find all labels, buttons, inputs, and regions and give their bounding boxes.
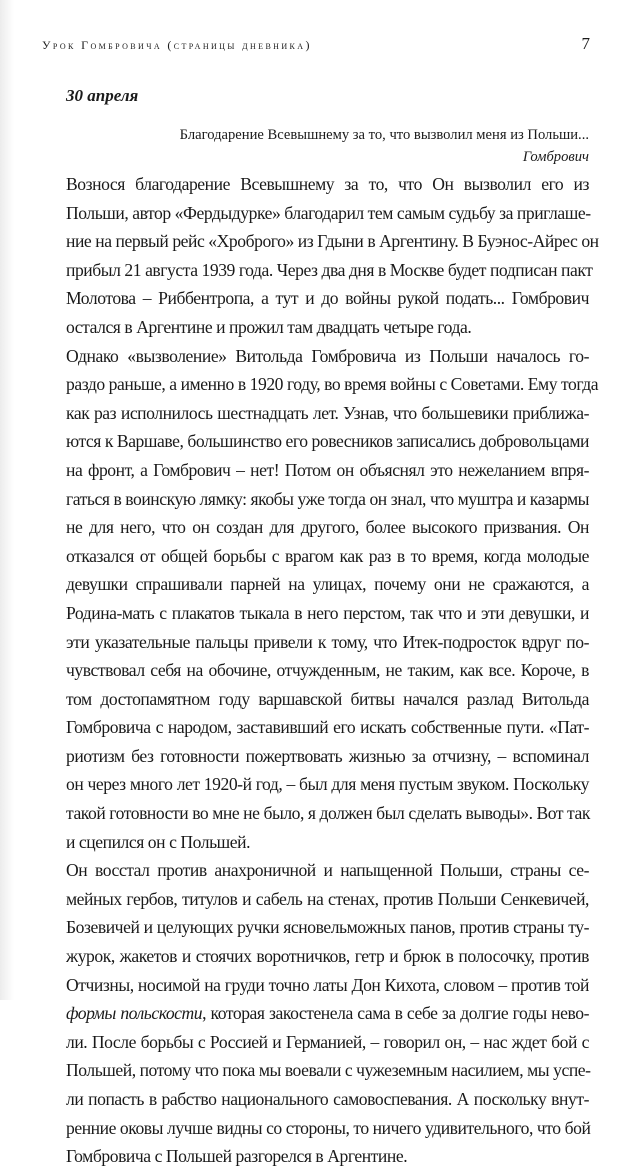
text-line: остался в Аргентине и прожил там двадцать четыре года. — [66, 316, 472, 337]
emphasis-text: формы польскости — [66, 1003, 203, 1024]
text-line: ли. После борьбы с Россией и Германией, – говорил он, – нас ждет бой с — [66, 1031, 589, 1052]
running-header — [42, 34, 590, 56]
text-line: ются к Варшаве, большинство его ровесников записались добровольцами — [66, 431, 590, 452]
text-line: Польшей, потому что пока мы воевали с чужеземным насилием, мы успе- — [66, 1060, 591, 1081]
epigraph-author: Гомбрович — [522, 149, 589, 165]
text-line: Молотова – Риббентропа, а тут и до войны рукой подать... Гомбрович — [66, 288, 589, 309]
text-line: Польши, автор «Фердыдурке» благодарил тем самым судьбу за приглаше- — [66, 202, 591, 223]
text-line: как раз исполнилось шестнадцать лет. Узнав, что большевики приближа- — [66, 402, 589, 423]
text-line: на фронт, а Гомбрович – нет! Потом он объяснял это нежеланием впря- — [66, 459, 589, 480]
text-line: Он восстал против анахроничной и напыщенной Польши, страны се- — [66, 860, 589, 881]
text-line: ренние оковы лучше видны со стороны, то ничего удивительного, что бой — [66, 1117, 591, 1138]
paragraph-2 — [42, 342, 599, 857]
paragraph-1 — [42, 170, 599, 342]
text-line: раздо раньше, а именно в 1920 году, во время войны с Советами. Ему тогда — [66, 374, 599, 395]
text-line: ние на первый рейс «Хроброго» из Гдыни в Аргентину. В Буэнос-Айрес он — [66, 231, 599, 252]
page-number: 7 — [581, 34, 590, 53]
text-line: Однако «вызволение» Витольда Гомбровича из Польши началось го- — [66, 345, 589, 366]
text-line: не для него, что он создан для другого, более высокого призвания. Он — [66, 517, 589, 538]
text-line: такой готовности во мне не было, я должен был сделать выводы». Вот так — [66, 803, 590, 824]
epigraph — [42, 124, 589, 168]
text-line: гаться в воинскую лямку: якобы уже тогда он знал, что муштра и казармы — [66, 488, 589, 509]
text-line: он через много лет 1920-й год, – был для меня пустым звуком. Поскольку — [66, 774, 589, 795]
text-line: Отчизны, носимой на груди точно латы Дон Кихота, словом – против той — [66, 974, 589, 995]
text-fragment: , которая закостенела сама в себе за долгие годы нево- — [202, 1003, 589, 1024]
text-line: журок, жакетов и стоячих воротничков, гетр и брюк в полосочку, против — [66, 946, 589, 967]
epigraph-quote: Благодарение Всевышнему за то, что вызволил меня из Польши... — [179, 127, 589, 143]
text-line-with-emphasis — [42, 999, 589, 1028]
text-line: ли попасть в рабство национального самовоспевания. А поскольку внут- — [66, 1089, 589, 1109]
text-line: Гомбровича с Польшей разгорелся в Аргентине. — [66, 1146, 408, 1167]
page-edge-shadow — [0, 0, 14, 1000]
text-line: риотизм без готовности пожертвовать жизнью за отчизну, – вспоминал — [66, 745, 589, 766]
running-header-title: Урок Гомбровича (страницы дневника) — [42, 38, 312, 52]
text-line: Вознося благодарение Всевышнему за то, что Он вызволил его из — [66, 174, 589, 194]
text-line: Гомбровича с народом, заставивший его искать собственные пути. «Пат- — [66, 717, 589, 738]
paragraph-3 — [42, 856, 589, 1171]
text-line: чувствовал себя на обочине, отчужденным, не таким, как все. Короче, в — [66, 660, 589, 681]
text-line: девушки спрашивали парней на улицах, почему они не сражаются, а — [66, 574, 589, 595]
text-line: Родина-мать с плакатов тыкала в него перстом, так что и эти девушки, и — [66, 602, 589, 623]
text-line: мейных гербов, титулов и сабель на стенах, против Польши Сенкевичей, — [66, 888, 589, 909]
text-line: и сцепился он с Польшей. — [66, 831, 251, 852]
entry-date: 30 апреля — [66, 86, 139, 105]
body-text — [42, 170, 599, 1171]
text-line: прибыл 21 августа 1939 года. Через два дня в Москве будет подписан пакт — [66, 259, 593, 280]
text-line: эти указательные пальцы привели к тому, что Итек-подросток вдруг по- — [66, 631, 589, 652]
text-line: том достопамятном году варшавской битвы начался разлад Витольда — [66, 688, 589, 709]
text-line: Бозевичей и целующих ручки ясновельможных панов, против страны ту- — [66, 917, 589, 938]
text-line: отказался от общей борьбы с врагом как раз в то время, когда молодые — [66, 545, 589, 566]
